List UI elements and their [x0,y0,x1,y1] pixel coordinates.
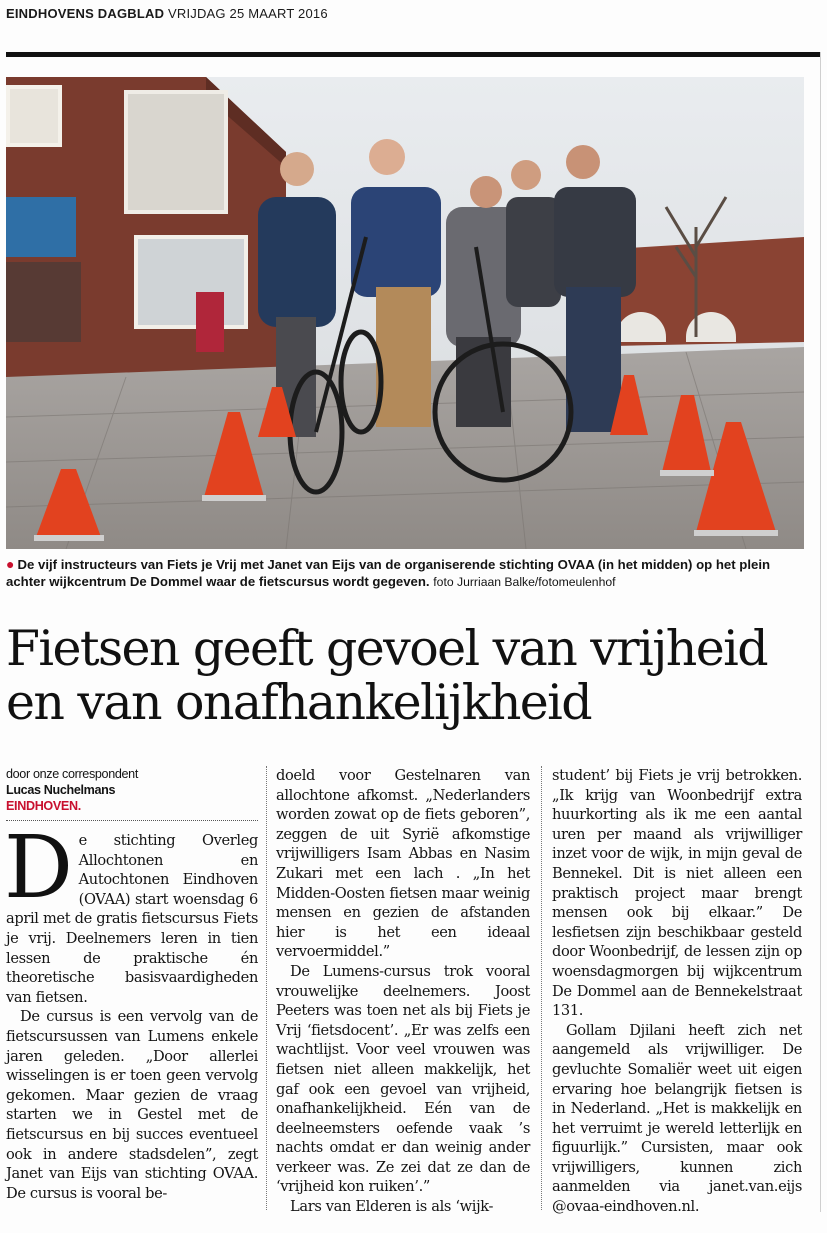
paragraph-2: De cursus is een vervolg van de fietscursussen van Lumens enkele jaren geleden. „Door allerlei wisselingen is er toen geen vervolg gekomen. Maar gezien de vraag starten we in Gestel met de fietscursus en bij succes eventueel ook in andere stadsdelen”, zegt Janet van Eijs van stichting OVAA. De cursus is vooral be- [6,1008,258,1202]
dateline-place: EINDHOVEN. [6,799,81,813]
drop-cap: D [4,818,73,918]
paragraph-1: De stichting Overleg Allochtonen en Autochtonen Eindhoven (OVAA) start woensdag 6 april met de gratis fietscursus Fiets je vrij. Deelnemers leren in tien lessen de praktische én theoretische basisvaardigheden van fietsen. [4,818,258,1006]
headline-line-2: en van onafhankelijkheid [6,674,592,731]
caption-text: De vijf instructeurs van Fiets je Vrij met Janet van Eijs van de organiserende stichting OVAA (in het midden) op het plein achter wijkcentrum De Dommel waar de fietscursus wordt gegeven. [6,557,771,589]
article-column-2 [276,766,530,1217]
column-divider-2 [541,766,542,1210]
newspaper-name: EINDHOVENS DAGBLAD [6,6,165,21]
paragraph-4: De Lumens-cursus trok vooral vrouwelijke deelnemers. Joost Peeters was toen net als bij Fiets je Vrij ‘fietsdocent’. „Er was zelfs een wachtlijst. Voor veel vrouwen was fietsen niet alleen makkelijk, het gaf ook een gevoel van vrijheid, onafhankelijkheid. Eén van de deelneemsters oefende vaak ’s nachts omdat er dan weinig ander verkeer was. Ze zei dat ze dan de ‘vrijheid kon ruiken’.” [276,962,530,1196]
right-margin-rule [820,52,821,1212]
byline-intro: door onze correspondent [6,767,138,781]
article-column-1 [6,766,258,1203]
article-column-3 [552,766,802,1217]
paragraph-6: student’ bij Fiets je vrij betrokken. „Ik krijg van Woonbedrijf extra huurkorting als ik me een aantal uren per maand als vrijwilliger inzet voor de wijk, in mijn geval de Bennekel. Dit is niet alleen een praktisch project maar brengt mensen ook bij elkaar.” De lesfietsen zijn beschikbaar gesteld door Woonbedrijf, de lessen zijn op woensdagmorgen bij wijkcentrum De Dommel aan de Bennekelstraat 131. [552,767,802,1020]
photo-illustration [6,77,804,549]
masthead [6,6,328,21]
column-divider-1 [266,766,267,1210]
paragraph-5: Lars van Elderen is als ‘wijk- [290,1198,494,1216]
top-rule [6,52,820,57]
byline-author: Lucas Nuchelmans [6,783,116,797]
paragraph-7: Gollam Djilani heeft zich net aangemeld als vrijwilliger. De gevluchte Somaliër weet uit eigen ervaring hoe belangrijk fietsen is in Nederland. „Het is makkelijk en het verruimt je wereld letterlijk en figuurlijk.” Cursisten, maar ook vrijwilligers, kunnen zich aanmelden via janet.van.eijs @ovaa-eindhoven.nl. [552,1021,802,1216]
paragraph-3: doeld voor Gestelnaren van allochtone afkomst. „Nederlanders worden zowat op de fiets geboren”, zeggen de uit Syrië afkomstige vrijwilligers Isam Abbas en Nasim Zukari met een lach . „In het Midden-Oosten fietsen maar weinig mensen en gezien de afstanden hier is het een ideaal vervoermiddel.” [276,767,530,961]
article-headline [6,622,816,730]
photo-caption [6,556,806,591]
caption-bullet-icon: ● [6,556,15,572]
headline-line-1: Fietsen geeft gevoel van vrijheid [6,620,767,677]
article-photo [6,77,804,549]
photo-credit: foto Jurriaan Balke/fotomeulenhof [433,575,616,589]
issue-date: VRIJDAG 25 MAART 2016 [167,6,328,21]
